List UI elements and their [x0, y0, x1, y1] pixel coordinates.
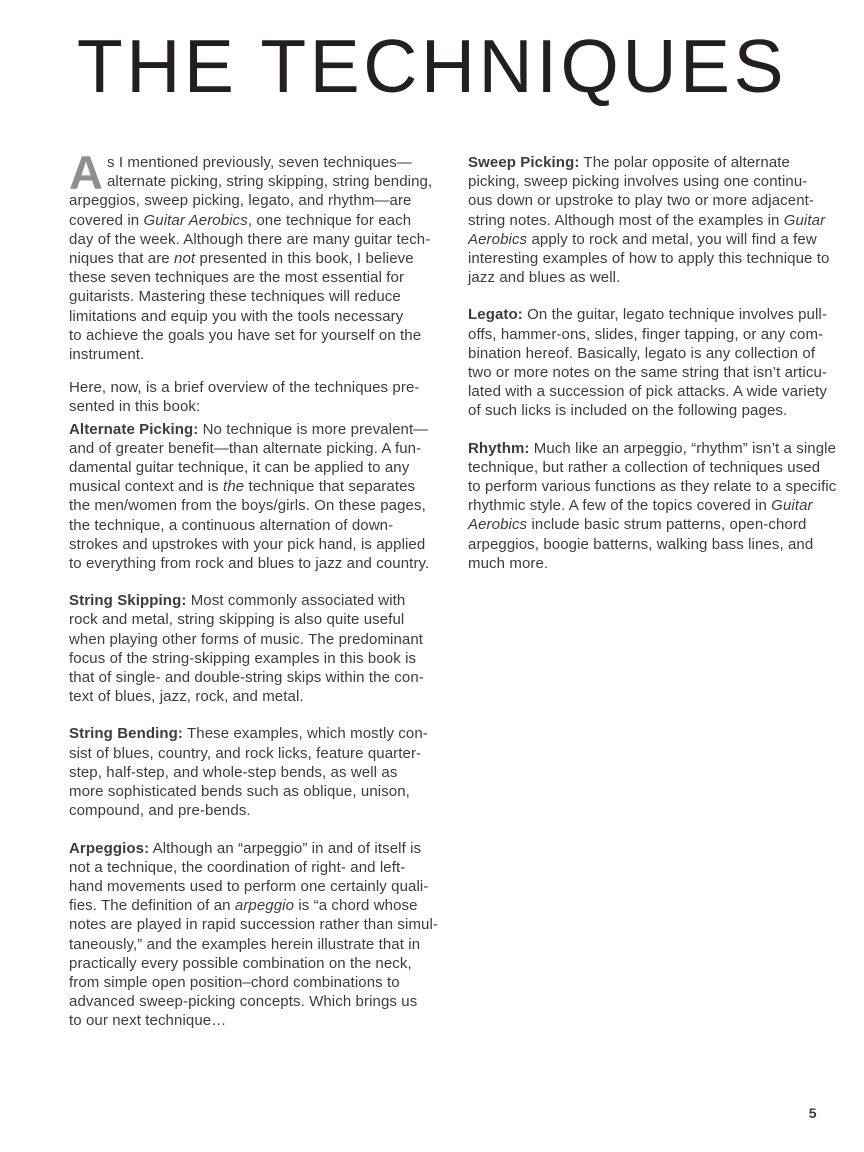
text-line: arpeggios, boogie batterns, walking bass lines, and: [468, 535, 814, 553]
text-line: more sophisticated bends such as oblique, unison,: [69, 783, 410, 801]
text-line: the men/women from the boys/girls. On these pages,: [69, 497, 426, 515]
paragraph-arpeggios: [69, 839, 447, 1031]
text-line: lated with a succession of pick attacks. A wide variety: [468, 383, 828, 401]
text-line: text of blues, jazz, rock, and metal.: [69, 688, 304, 706]
text-line: s I mentioned previously, seven techniques—: [106, 154, 412, 171]
text-line: Arpeggios: Although an “arpeggio” in and of itself is: [69, 839, 422, 857]
text-line: String Bending: These examples, which mostly con-: [69, 725, 428, 743]
text-line: day of the week. Although there are many guitar tech-: [69, 230, 431, 248]
text-line: and of greater benefit—than alternate picking. A fun-: [69, 439, 422, 457]
text-line: to perform various functions as they relate to a specific: [468, 478, 837, 496]
drop-cap: A: [69, 146, 103, 199]
text-line: Alternate Picking: No technique is more prevalent—: [69, 420, 429, 438]
left-column: [69, 146, 447, 1031]
text-line: Rhythm: Much like an arpeggio, “rhythm” isn’t a single: [468, 439, 837, 457]
text-line: interesting examples of how to apply this technique to: [468, 250, 830, 268]
text-line: taneously,” and the examples herein illustrate that in: [69, 935, 421, 953]
text-line: that of single- and double-string skips within the con-: [69, 669, 424, 687]
page-number: 5: [808, 1105, 817, 1121]
text-line: to achieve the goals you have set for yourself on the: [69, 326, 422, 344]
text-line: not a technique, the coordination of right- and left-: [69, 858, 406, 876]
right-column: [468, 153, 846, 1031]
text-line: sist of blues, country, and rock licks, feature quarter-: [69, 744, 422, 762]
text-line: bination hereof. Basically, legato is any collection of: [468, 344, 816, 362]
text-line: when playing other forms of music. The predominant: [69, 630, 424, 648]
text-line: technique, but rather a collection of techniques used: [468, 458, 821, 476]
text-line: guitarists. Mastering these techniques will reduce: [69, 288, 401, 306]
text-line: practically every possible combination on the neck,: [69, 954, 412, 972]
text-line: hand movements used to perform one certainly quali-: [69, 877, 429, 895]
text-line: rock and metal, string skipping is also quite useful: [69, 611, 405, 629]
text-line: Aerobics include basic strum patterns, open-chord: [468, 516, 807, 534]
text-line: the technique, a continuous alternation of down-: [69, 516, 394, 534]
paragraph-overview-intro: [69, 378, 447, 416]
text-line: instrument.: [69, 346, 145, 364]
paragraph-alternate-picking: [69, 420, 447, 574]
page-title: THE TECHNIQUES: [76, 24, 788, 108]
text-line: advanced sweep-picking concepts. Which brings us: [69, 993, 418, 1011]
text-line: step, half-step, and whole-step bends, as well as: [69, 763, 398, 781]
text-line: rhythmic style. A few of the topics covered in Guitar: [468, 497, 813, 515]
text-line: these seven techniques are the most essential for: [69, 269, 405, 287]
text-line: covered in Guitar Aerobics, one technique for each: [69, 211, 412, 229]
text-line: fies. The definition of an arpeggio is “a chord whose: [69, 897, 418, 915]
two-column-content: [0, 104, 864, 1031]
text-line: Here, now, is a brief overview of the techniques pre-: [69, 379, 420, 397]
text-line: two or more notes on the same string that isn’t articu-: [468, 364, 827, 382]
text-line: jazz and blues as well.: [468, 269, 621, 287]
paragraph-rhythm: [468, 439, 846, 573]
text-line: offs, hammer-ons, slides, finger tapping, or any com-: [468, 325, 824, 343]
paragraph-sweep-picking: [468, 153, 846, 287]
paragraph-string-bending: [69, 724, 447, 820]
text-line: notes are played in rapid succession rather than simul-: [69, 916, 439, 934]
text-line: alternate picking, string skipping, string bending,: [106, 173, 433, 191]
text-line: niques that are not presented in this book, I believe: [69, 250, 414, 268]
text-line: from simple open position–chord combinations to: [69, 973, 400, 991]
paragraph-legato: [468, 305, 846, 420]
text-line: damental guitar technique, it can be applied to any: [69, 459, 410, 477]
paragraph-intro: [69, 146, 447, 364]
text-line: arpeggios, sweep picking, legato, and rhythm—are: [69, 192, 412, 210]
paragraph-string-skipping: [69, 591, 447, 706]
text-line: limitations and equip you with the tools necessary: [69, 307, 404, 325]
text-line: of such licks is included on the following pages.: [468, 402, 788, 420]
text-line: compound, and pre-bends.: [69, 802, 251, 820]
text-line: Aerobics apply to rock and metal, you will find a few: [468, 230, 817, 248]
text-line: Sweep Picking: The polar opposite of alternate: [468, 154, 791, 171]
text-line: ous down or upstroke to play two or more adjacent-: [468, 192, 815, 210]
text-line: to everything from rock and blues to jazz and country.: [69, 555, 430, 573]
text-line: focus of the string-skipping examples in this book is: [69, 649, 417, 667]
text-line: musical context and is the technique that separates: [69, 478, 416, 496]
text-line: sented in this book:: [69, 398, 201, 416]
text-line: much more.: [468, 554, 549, 572]
text-line: String Skipping: Most commonly associated with: [69, 592, 406, 610]
text-line: to our next technique…: [69, 1012, 227, 1030]
text-line: Legato: On the guitar, legato technique involves pull-: [468, 306, 827, 324]
text-line: picking, sweep picking involves using one continu-: [468, 173, 808, 191]
text-line: strokes and upstrokes with your pick hand, is applied: [69, 535, 426, 553]
text-line: string notes. Although most of the examples in Guitar: [468, 211, 826, 229]
